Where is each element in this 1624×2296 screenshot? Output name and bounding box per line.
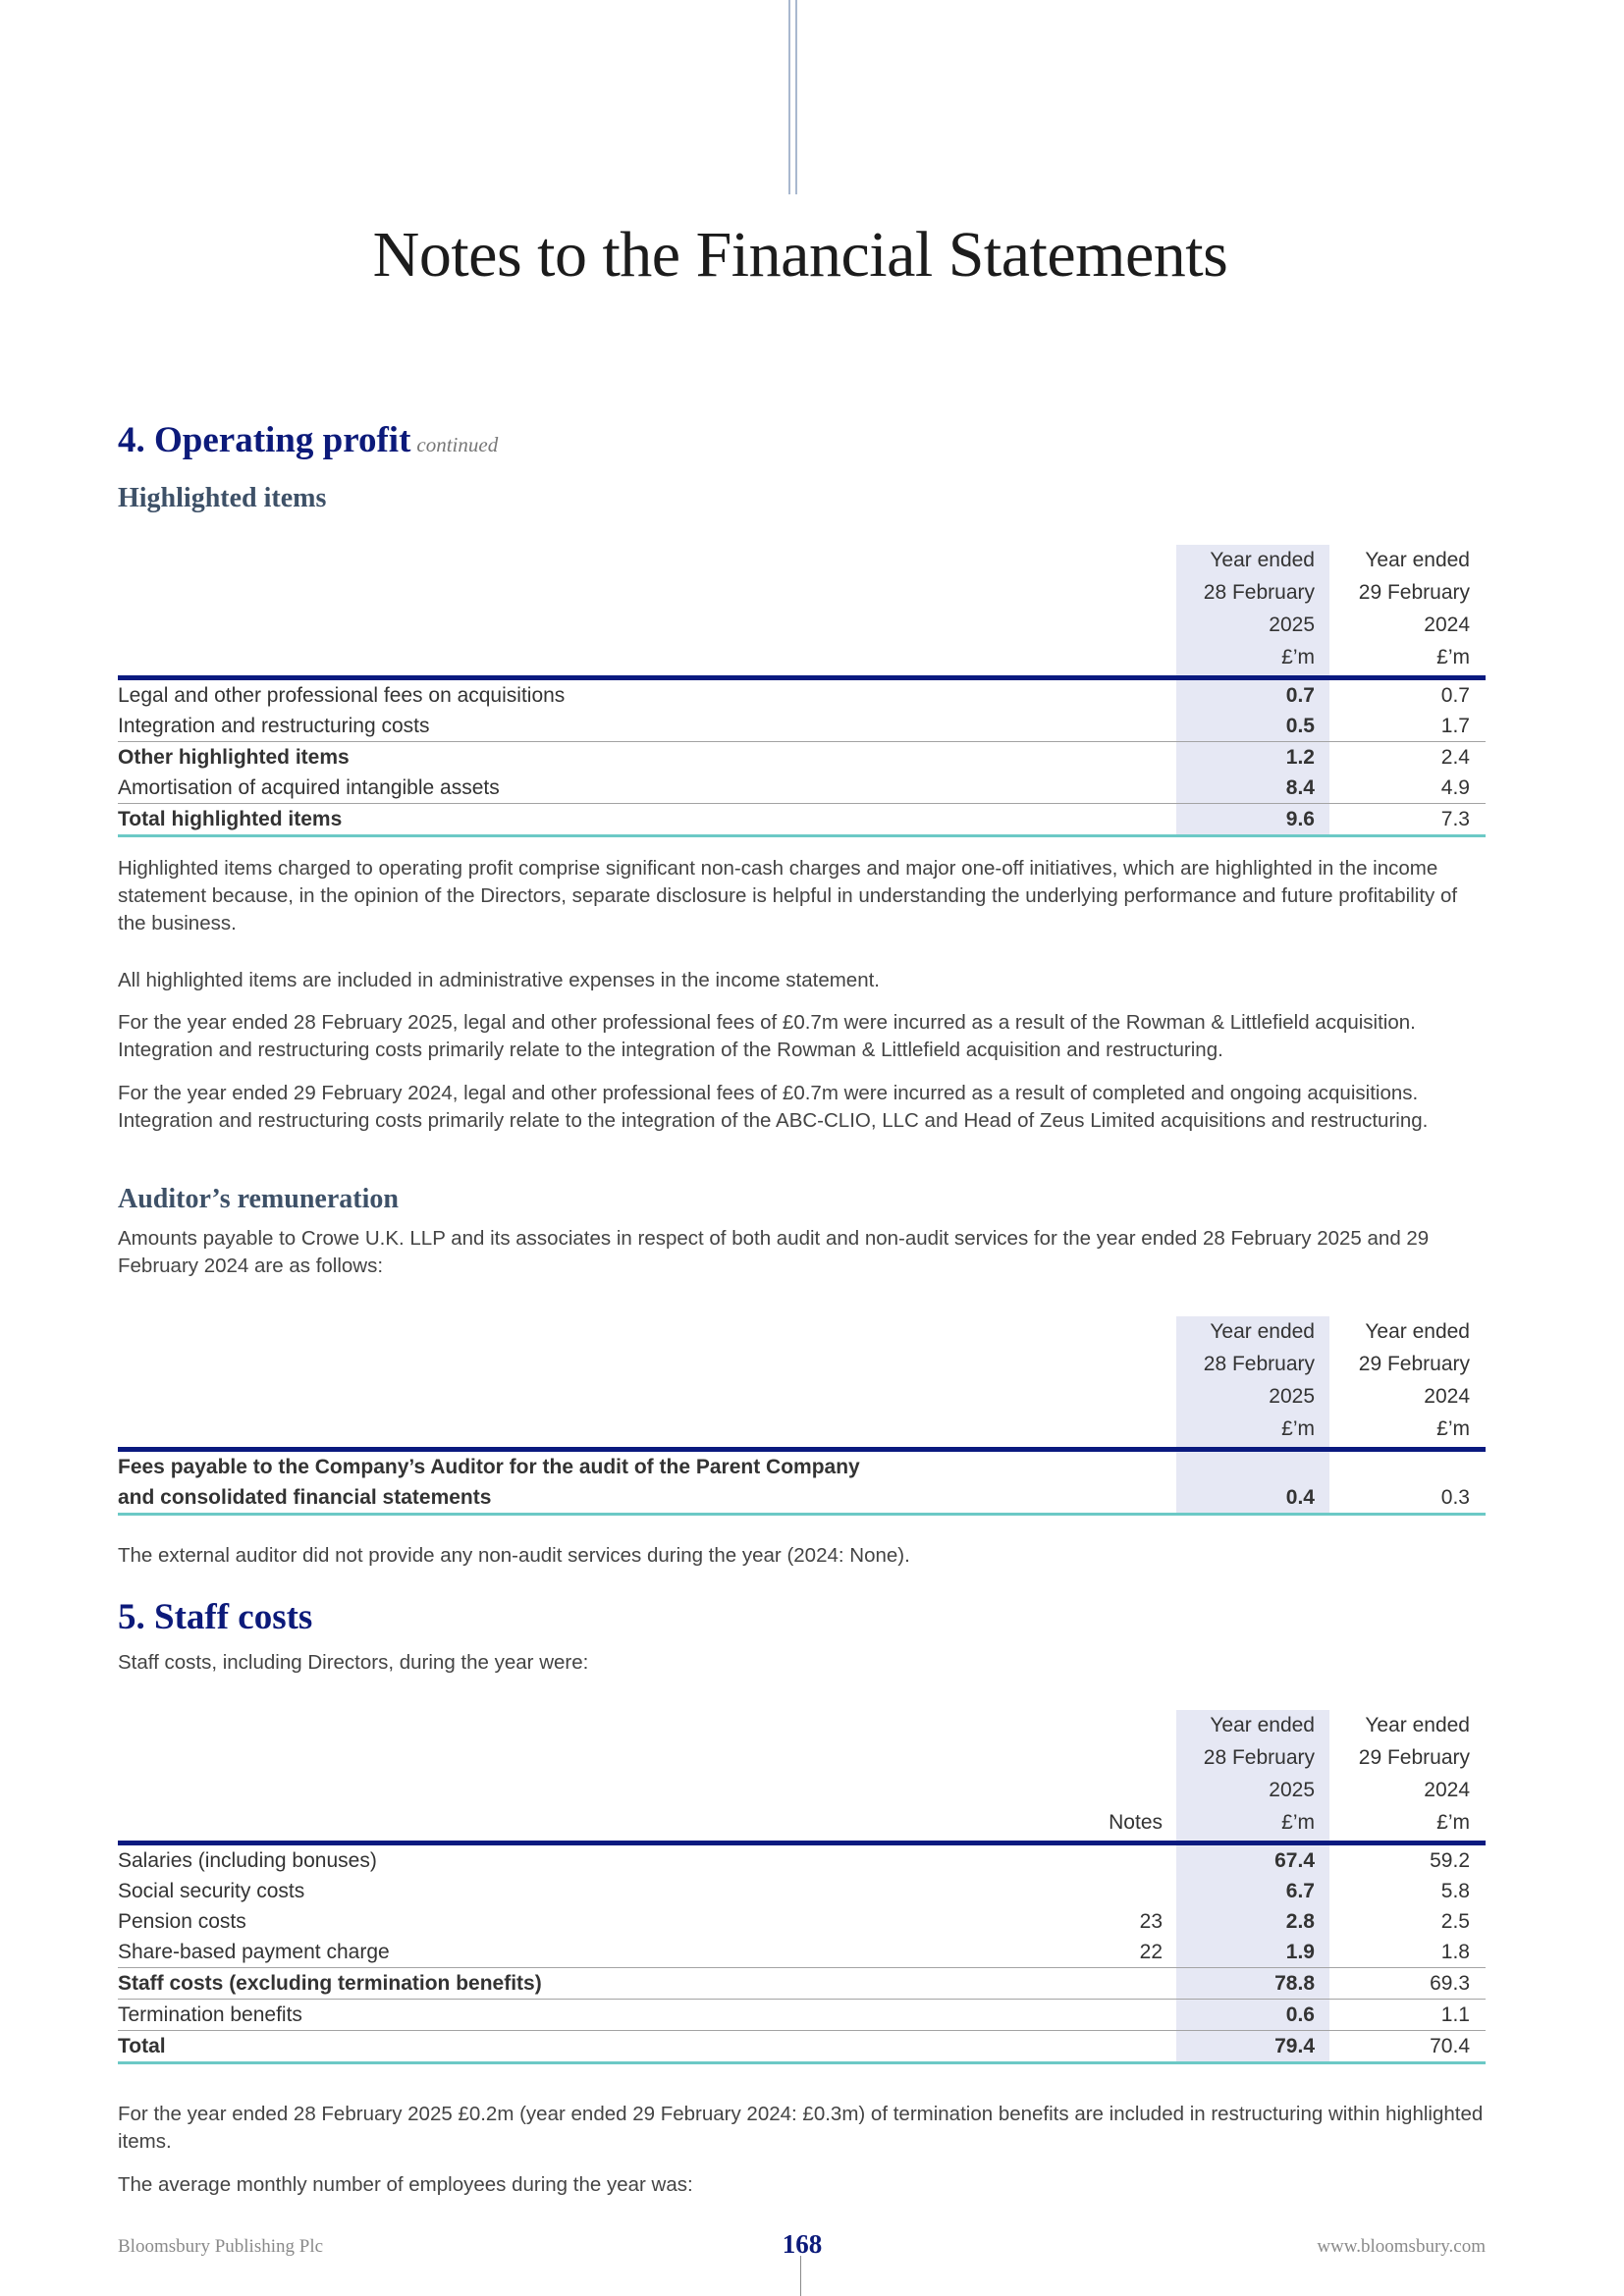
row-current-value: 8.4 (1176, 773, 1329, 804)
auditor-note: The external auditor did not provide any non-audit services during the year (2024: None). (118, 1544, 910, 1567)
table-row (118, 1843, 1486, 1877)
table-row (118, 1482, 1486, 1515)
row-note-ref[interactable]: 22 (1139, 1941, 1163, 1963)
section-5-heading: 5. Staff costs (118, 1597, 313, 1637)
row-label: Termination benefits (118, 2000, 1084, 2031)
row-prior-value: 2.5 (1440, 1910, 1470, 1933)
row-label: Share-based payment charge (118, 1941, 390, 1963)
col-prior-line1: Year ended (1365, 549, 1470, 571)
row-label: Pension costs (118, 1910, 246, 1933)
staff-costs-intro: Staff costs, including Directors, during the year were: (118, 1651, 589, 1674)
col-current-line2: 28 February (1176, 577, 1329, 610)
col-current-line3: 2025 (1176, 610, 1329, 642)
col-prior-line2: 29 February (1358, 1746, 1470, 1769)
paragraph: All highlighted items are included in administrative expenses in the income statement. (118, 969, 880, 991)
top-decorative-line-right (795, 0, 797, 194)
col-prior-line1: Year ended (1365, 1320, 1470, 1343)
row-current-value: 78.8 (1176, 1968, 1329, 2000)
row-current-value: 6.7 (1176, 1876, 1329, 1906)
footer-website[interactable]: www.bloomsbury.com (1317, 2236, 1486, 2257)
row-prior-value: 2.4 (1329, 742, 1486, 774)
row-label: Integration and restructuring costs (118, 715, 430, 737)
col-prior-line2: 29 February (1358, 1353, 1470, 1375)
table-row (118, 2000, 1486, 2031)
col-prior-line3: 2024 (1424, 1385, 1470, 1408)
table-row (118, 1906, 1486, 1937)
row-prior-value: 70.4 (1329, 2031, 1486, 2063)
row-note-ref (1084, 1968, 1176, 2000)
row-label-line2: and consolidated financial statements (118, 1482, 1176, 1515)
table-row-total (118, 2031, 1486, 2063)
col-current-line3: 2025 (1176, 1775, 1329, 1807)
row-current-value: 9.6 (1176, 804, 1329, 836)
row-label: Salaries (including bonuses) (118, 1849, 377, 1872)
col-prior-line2: 29 February (1358, 581, 1470, 604)
row-note-ref (1084, 1843, 1176, 1877)
bottom-decorative-line (800, 2256, 801, 2296)
row-prior-value: 1.1 (1329, 2000, 1486, 2031)
auditor-remuneration-heading: Auditor’s remuneration (118, 1184, 399, 1214)
col-prior-unit: £’m (1329, 1807, 1486, 1843)
row-current-value: 67.4 (1176, 1843, 1329, 1877)
row-current-value: 0.5 (1176, 711, 1329, 742)
table-row (118, 1937, 1486, 1968)
row-label: Total highlighted items (118, 804, 1176, 836)
col-current-unit: £’m (1176, 1807, 1329, 1843)
col-current-unit: £’m (1176, 642, 1329, 678)
row-prior-value: 7.3 (1329, 804, 1486, 836)
row-prior-value: 0.7 (1440, 684, 1470, 707)
paragraph: For the year ended 29 February 2024, legal and other professional fees of £0.7m were incurred as a result of completed and ongoing acquisitions. Integration and restructuring costs primarily relate to the integration of the ABC-CLIO, LLC and Head of Zeus Limited acquisitions and restructuring. (118, 1082, 1429, 1132)
col-prior-line1: Year ended (1365, 1714, 1470, 1736)
section-4-title: 4. Operating profit (118, 420, 411, 460)
row-current-value: 2.8 (1176, 1906, 1329, 1937)
row-label: Total (118, 2031, 1084, 2063)
col-current-line3: 2025 (1176, 1381, 1329, 1414)
row-current-value: 1.2 (1176, 742, 1329, 774)
col-notes-header: Notes (1084, 1807, 1176, 1843)
col-current-line2: 28 February (1176, 1349, 1329, 1381)
row-current-value: 79.4 (1176, 2031, 1329, 2063)
row-note-ref[interactable]: 23 (1139, 1910, 1163, 1933)
table-row (118, 711, 1486, 742)
table-header-row (118, 545, 1486, 577)
highlighted-items-heading: Highlighted items (118, 483, 327, 513)
top-decorative-line-left (788, 0, 790, 194)
row-current-value: 0.4 (1176, 1482, 1329, 1515)
row-note-ref (1084, 2031, 1176, 2063)
paragraph: The average monthly number of employees during the year was: (118, 2173, 693, 2196)
table-row (118, 1450, 1486, 1483)
row-current-value: 1.9 (1176, 1937, 1329, 1968)
col-prior-line3: 2024 (1424, 614, 1470, 636)
row-prior-value: 4.9 (1440, 776, 1470, 799)
auditor-remuneration-table (118, 1316, 1486, 1516)
row-label: Amortisation of acquired intangible assets (118, 776, 500, 799)
col-prior-unit: £’m (1329, 642, 1486, 678)
col-prior-unit: £’m (1329, 1414, 1486, 1450)
row-label-line1: Fees payable to the Company’s Auditor for the audit of the Parent Company (118, 1456, 860, 1478)
table-row (118, 773, 1486, 804)
row-prior-value: 0.3 (1329, 1482, 1486, 1515)
row-prior-value: 1.7 (1440, 715, 1470, 737)
row-prior-value: 5.8 (1440, 1880, 1470, 1902)
table-row (118, 1876, 1486, 1906)
paragraph: For the year ended 28 February 2025 £0.2m (year ended 29 February 2024: £0.3m) of termination benefits are included in restructuring within highlighted items. (118, 2103, 1484, 2153)
row-current-value: 0.7 (1176, 678, 1329, 712)
row-prior-value: 59.2 (1430, 1849, 1470, 1872)
paragraph: For the year ended 28 February 2025, legal and other professional fees of £0.7m were incurred as a result of the Rowman & Littlefield acquisition. Integration and restructuring costs primarily relate to the integration of the Rowman & Littlefield acquisition and restructuring. (118, 1011, 1416, 1061)
table-row-subtotal (118, 742, 1486, 774)
section-4-heading (118, 419, 498, 461)
page-number: 168 (782, 2229, 823, 2259)
footer-company: Bloomsbury Publishing Plc (118, 2236, 324, 2257)
staff-costs-table (118, 1710, 1486, 2064)
table-row-total (118, 804, 1486, 836)
row-label: Social security costs (118, 1880, 305, 1902)
table-row (118, 678, 1486, 712)
row-note-ref (1084, 2000, 1176, 2031)
col-current-line2: 28 February (1176, 1742, 1329, 1775)
col-current-line1: Year ended (1176, 1710, 1329, 1742)
row-current-value: 0.6 (1176, 2000, 1329, 2031)
row-prior-value: 1.8 (1440, 1941, 1470, 1963)
row-prior-value: 69.3 (1329, 1968, 1486, 2000)
continued-label: continued (416, 433, 499, 456)
col-prior-line3: 2024 (1424, 1779, 1470, 1801)
row-label: Staff costs (excluding termination benefits) (118, 1968, 1084, 2000)
col-current-unit: £’m (1176, 1414, 1329, 1450)
page-title: Notes to the Financial Statements (372, 219, 1228, 291)
paragraph: Highlighted items charged to operating profit comprise significant non-cash charges and major one-off initiatives, which are highlighted in the income statement because, in the opinion of the Directors, separate disclosure is helpful in understanding the underlying performance and future profitability of the business. (118, 857, 1458, 934)
row-label: Legal and other professional fees on acquisitions (118, 684, 566, 707)
row-label: Other highlighted items (118, 742, 1176, 774)
row-note-ref (1084, 1876, 1176, 1906)
highlighted-items-table (118, 545, 1486, 837)
table-row-subtotal (118, 1968, 1486, 2000)
col-current-line1: Year ended (1176, 545, 1329, 577)
auditor-intro: Amounts payable to Crowe U.K. LLP and its associates in respect of both audit and non-audit services for the year ended 28 February 2025 and 29 February 2024 are as follows: (118, 1227, 1430, 1277)
col-current-line1: Year ended (1176, 1316, 1329, 1349)
